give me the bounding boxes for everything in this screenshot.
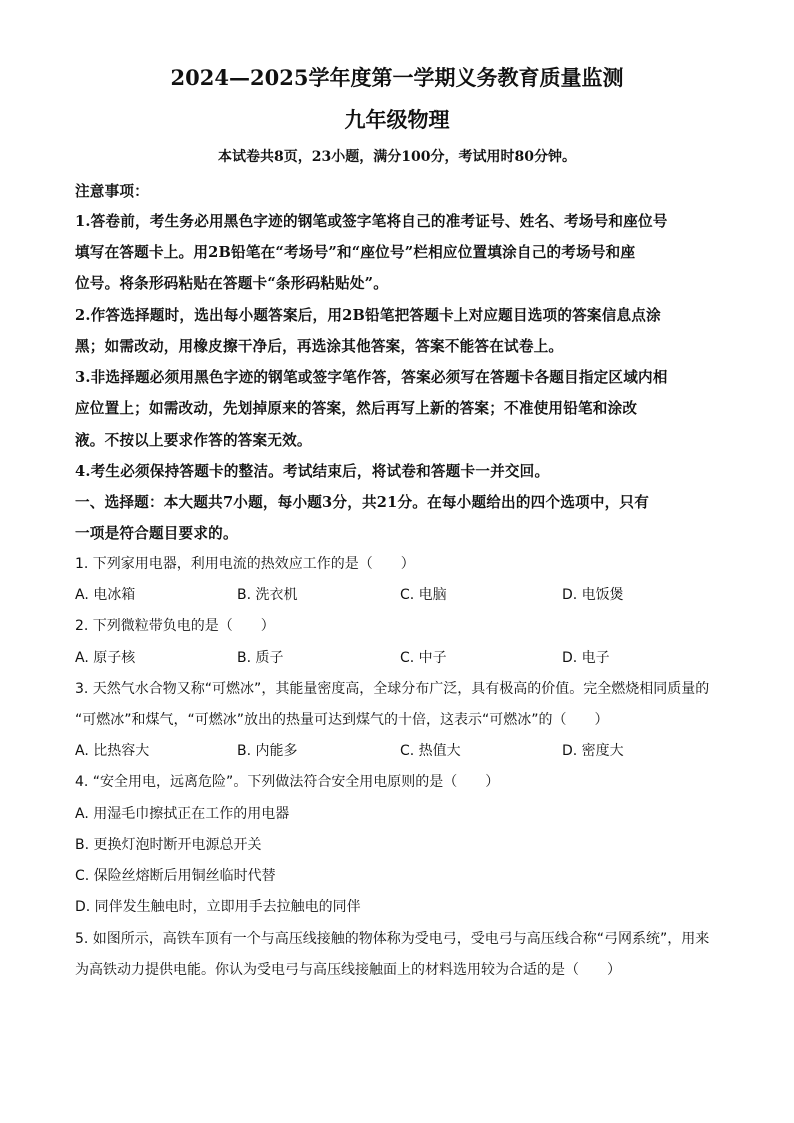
question-3-stem: 3. 天然气水合物又称“可燃冰”，其能量密度高，全球分布广泛，具有极高的价值。完全燃烧相同质量的 bbox=[75, 681, 710, 697]
question-5-stem-cont: 为高铁动力提供电能。你认为受电弓与高压线接触面上的材料选用较为合适的是（ ） bbox=[75, 962, 621, 978]
option-c: C. 中子 bbox=[400, 650, 447, 666]
option-a: A. 用湿毛巾擦拭正在工作的用电器 bbox=[75, 806, 290, 822]
exam-title: 2024—2025学年度第一学期义务教育质量监测 bbox=[170, 65, 624, 90]
question-5-stem: 5. 如图所示，高铁车顶有一个与高压线接触的物体称为受电弓，受电弓与高压线合称“弓网系统”，用来 bbox=[75, 931, 710, 947]
option-b: B. 洗衣机 bbox=[237, 587, 298, 603]
subject-title: 九年级物理 bbox=[344, 107, 450, 132]
option-d: D. 同伴发生触电时，立即用手去拉触电的同伴 bbox=[75, 899, 361, 915]
notice-line: 填写在答题卡上。用2B铅笔在“考场号”和“座位号”栏相应位置填涂自己的考场号和座 bbox=[75, 244, 636, 261]
notice-line: 3.非选择题必须用黑色字迹的钢笔或签字笔作答，答案必须写在答题卡各题目指定区域内相 bbox=[75, 369, 668, 386]
question-2-stem: 2. 下列微粒带负电的是（ ） bbox=[75, 618, 275, 634]
option-a: A. 电冰箱 bbox=[75, 587, 136, 603]
option-c: C. 热值大 bbox=[400, 743, 461, 759]
notice-line: 1.答卷前，考生务必用黑色字迹的钢笔或签字笔将自己的准考证号、姓名、考场号和座位号 bbox=[75, 213, 668, 230]
option-a: A. 原子核 bbox=[75, 650, 136, 666]
option-b: B. 质子 bbox=[237, 650, 284, 666]
notice-line: 黑；如需改动，用橡皮擦干净后，再选涂其他答案，答案不能答在试卷上。 bbox=[75, 338, 564, 355]
question-1-stem: 1. 下列家用电器，利用电流的热效应工作的是（ ） bbox=[75, 556, 415, 572]
notice-line: 液。不按以上要求作答的答案无效。 bbox=[75, 432, 312, 449]
option-d: D. 电子 bbox=[562, 650, 610, 666]
notice-line: 4.考生必须保持答题卡的整洁。考试结束后，将试卷和答题卡一并交回。 bbox=[75, 463, 550, 480]
section-heading: 一、选择题：本大题共7小题，每小题3分，共21分。在每小题给出的四个选项中，只有 bbox=[75, 494, 649, 511]
notice-line: 位号。将条形码粘贴在答题卡“条形码粘贴处”。 bbox=[75, 275, 389, 292]
option-c: C. 电脑 bbox=[400, 587, 447, 603]
option-d: D. 密度大 bbox=[562, 743, 624, 759]
notice-heading: 注意事项： bbox=[75, 183, 149, 200]
option-d: D. 电饭煲 bbox=[562, 587, 624, 603]
notice-line: 2.作答选择题时，选出每小题答案后，用2B铅笔把答题卡上对应题目选项的答案信息点涂 bbox=[75, 307, 661, 324]
option-a: A. 比热容大 bbox=[75, 743, 150, 759]
option-b: B. 内能多 bbox=[237, 743, 298, 759]
section-heading: 一项是符合题目要求的。 bbox=[75, 525, 238, 542]
option-b: B. 更换灯泡时断开电源总开关 bbox=[75, 837, 262, 853]
option-c: C. 保险丝熔断后用铜丝临时代替 bbox=[75, 868, 276, 884]
notice-line: 应位置上；如需改动，先划掉原来的答案，然后再写上新的答案；不准使用铅笔和涂改 bbox=[75, 400, 638, 417]
question-3-stem-cont: “可燃冰”和煤气，“可燃冰”放出的热量可达到煤气的十倍，这表示“可燃冰”的（ ） bbox=[75, 712, 609, 728]
question-4-stem: 4. “安全用电，远离危险”。下列做法符合安全用电原则的是（ ） bbox=[75, 774, 500, 790]
exam-info: 本试卷共8页，23小题，满分100分，考试用时80分钟。 bbox=[218, 149, 576, 165]
